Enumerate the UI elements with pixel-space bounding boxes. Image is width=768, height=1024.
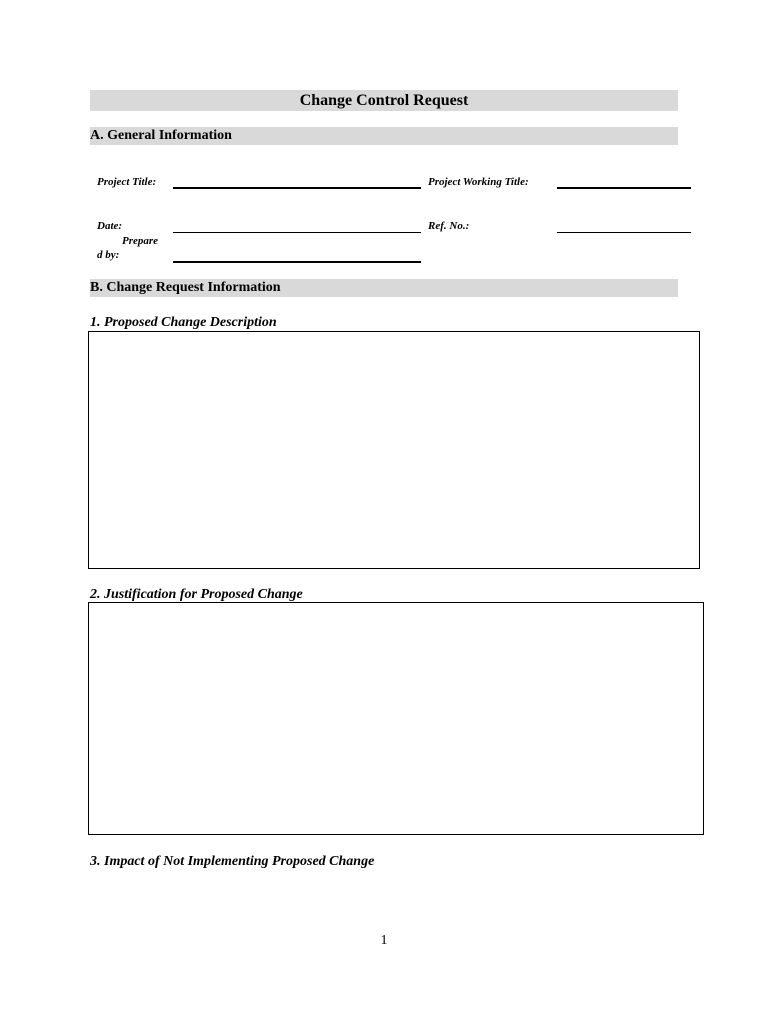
impact-heading: 3. Impact of Not Implementing Proposed Change bbox=[90, 854, 375, 869]
prepared-by-label-line1: Prepare bbox=[122, 235, 159, 247]
ref-no-label: Ref. No.: bbox=[428, 220, 470, 232]
date-label: Date: bbox=[97, 220, 123, 232]
prepared-by-field[interactable] bbox=[173, 261, 421, 263]
date-field[interactable] bbox=[173, 232, 421, 233]
section-a-heading: A. General Information bbox=[90, 128, 232, 143]
ref-no-field[interactable] bbox=[557, 232, 691, 233]
project-working-title-field[interactable] bbox=[557, 187, 691, 189]
proposed-change-heading: 1. Proposed Change Description bbox=[90, 315, 277, 330]
project-title-field[interactable] bbox=[173, 187, 421, 189]
proposed-change-textbox[interactable] bbox=[88, 331, 700, 569]
project-title-label: Project Title: bbox=[97, 176, 157, 188]
justification-heading: 2. Justification for Proposed Change bbox=[90, 587, 303, 602]
project-working-title-label: Project Working Title: bbox=[428, 176, 529, 188]
page-number: 1 bbox=[380, 933, 388, 948]
document-title: Change Control Request bbox=[299, 92, 469, 109]
justification-textbox[interactable] bbox=[88, 602, 704, 835]
section-b-heading: B. Change Request Information bbox=[90, 280, 281, 295]
prepared-by-label-line2: d by: bbox=[97, 249, 120, 261]
